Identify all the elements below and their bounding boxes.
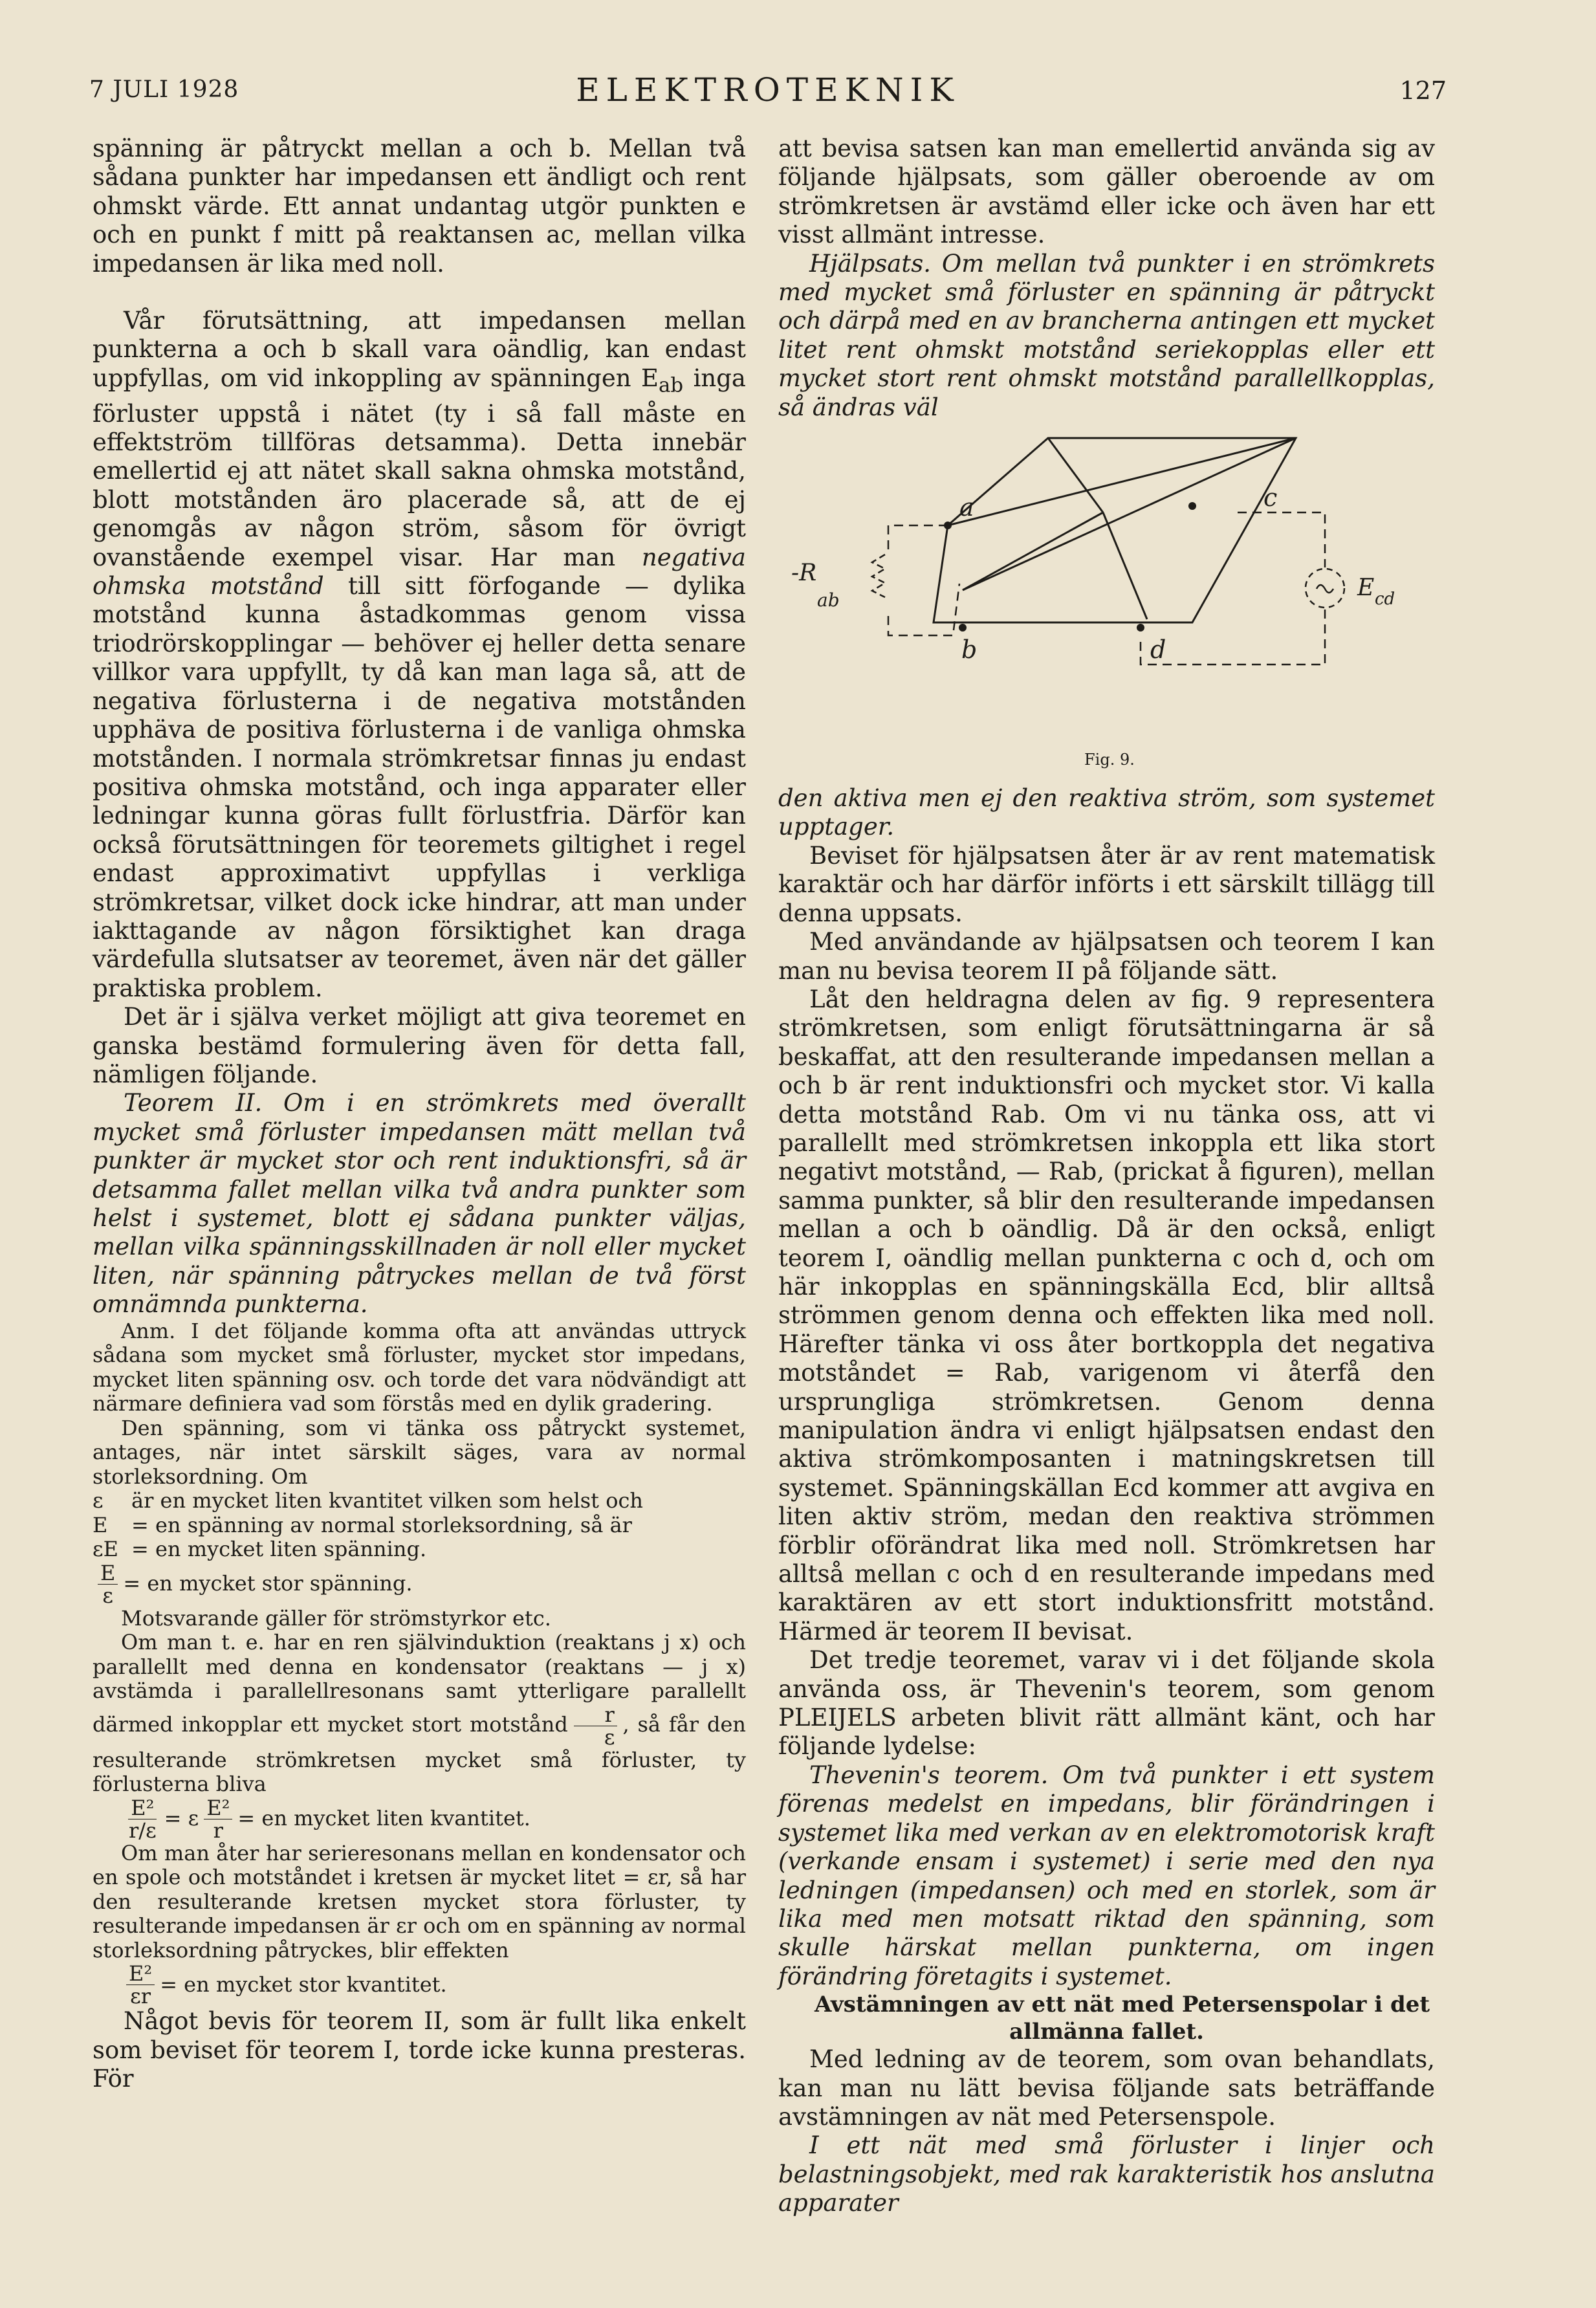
- paragraph: Med ledning av de teorem, som ovan behandlats, kan man nu lätt bevisa följande sats beträffande avstämningen av nät med Petersenspole.: [778, 2045, 1435, 2131]
- node-c: [1188, 502, 1196, 510]
- paragraph: Om man t. e. har en ren självinduktion (reaktans j x) och parallellt med denna en kondensator (reaktans — j x) avstämda i parallellresonans samt ytterligare parallellt därmed inkopplar ett mycket stort motstånd $\frac{r}{\varepsilon}$ , så får den resulterande strömkretsen mycket små förluster, ty förlusterna bliva: [93, 1630, 747, 1797]
- definition-line: E = en spänning av normal storleksordning, så är: [93, 1512, 632, 1537]
- formula: $\frac{\text{E²}}{r/\varepsilon}$ = ε $\frac{\text{E²}}{r}$ = en mycket liten kvantitet.: [93, 1797, 746, 1841]
- fraction: $\frac{r}{\varepsilon}$: [573, 1704, 618, 1748]
- issue-date: 7 JULI 1928: [89, 76, 239, 103]
- paragraph: Något bevis för teorem II, som är fullt lika enkelt som beviset för teorem I, torde icke kunna presteras. För: [93, 2007, 746, 2093]
- paragraph: Den spänning, som vi tänka oss påtryckt systemet, antages, när intet särskilt säges, vara av normal storleksordning. Om: [93, 1415, 746, 1489]
- paragraph: att bevisa satsen kan man emellertid använda sig av följande hjälpsats, som gäller oberoende av om strömkretsen är avstämd eller icke och även har ett visst allmänt intresse.: [778, 135, 1435, 249]
- label-ecd: E: [1357, 575, 1375, 602]
- branch-inner-1: [1048, 438, 1103, 512]
- node-a: [944, 522, 952, 529]
- page-number: 127: [1399, 76, 1447, 105]
- right-column: [778, 135, 1435, 2218]
- paragraph: spänning är påtryckt mellan a och b. Mellan två sådana punkter har impedansen ett ändligt och rent ohmskt värde. Ett annat undantag utgör punkten e och en punkt f mitt på reaktansen ac, mellan vilka impedansen är lika med noll.: [93, 135, 746, 278]
- circuit-figure: [778, 422, 1435, 784]
- paragraph: Låt den heldragna delen av fig. 9 representera strömkretsen, som enligt förutsättningarna är så beskaffat, att den resulterande impedansen mellan a och b är rent induktionsfri och mycket stor. Vi kalla detta motstånd Rab. Om vi nu tänka oss, att vi parallellt med strömkretsen inkoppla ett lika stort negativt motstånd, — Rab, (prickat å figuren), mellan samma punkter, så blir den resulterande impedansen mellan a och b oändlig. Då är den också, enligt teorem I, oändlig mellan punkterna c och d, och om här inkopplas en spänningskälla Ecd, blir alltså strömmen genom denna och effekten lika med noll. Härefter tänka vi oss åter bortkoppla det negativa motståndet = Rab, varigenom vi återfå den ursprungliga strömkretsen. Genom denna manipulation ändra vi enligt hjälpsatsen endast den aktiva strömkomposanten i matningskretsen till systemet. Spänningskällan Ecd kommer att avgiva en liten aktiv ström, medan den reaktiva strömmen förblir oförändrat lika med noll. Strömkretsen har alltså mellan c och d en resulterande impedans med karaktären av ett stort induktionsfritt motstånd. Härmed är teorem II bevisat.: [778, 985, 1435, 1645]
- dashed-wire-a: [888, 525, 948, 551]
- definition-line: ε är en mycket liten kvantitet vilken som helst och: [93, 1488, 643, 1513]
- paragraph: Det tredje teoremet, varav vi i det följande skola använda oss, är Thevenin's teorem, som genom PLEIJELS arbeten blivit rätt allmänt känt, och har följande lydelse:: [778, 1646, 1435, 1761]
- paragraph: Motsvarande gäller för strömstyrkor etc.: [121, 1605, 551, 1631]
- paragraph: Om man åter har serieresonans mellan en kondensator och en spole och motståndet i kretsen är mycket litet = εr, så har den resulterande kretsen mycket stora förluster, ty resulterande impedansen är εr och om en spänning av normal storleksordning påtryckes, blir effekten: [93, 1840, 746, 1962]
- dashed-wire-c: [1238, 512, 1325, 567]
- branch-inner-2: [963, 512, 1103, 590]
- journal-title: ELEKTROTEKNIK: [576, 71, 960, 109]
- theorem-2: Teorem II. Om i en strömkrets med överallt mycket små förluster impedansen mätt mellan två punkter är mycket stor och rent induktionsfri, så är detsamma fallet mellan vilka två andra punkter som helst i systemet, blott ej sådana punkter väljas, mellan vilka spänningsskillnaden är noll eller mycket liten, när spänning påtryckes mellan de två först omnämnda punkterna.: [93, 1089, 746, 1319]
- source-symbol: [1317, 585, 1333, 593]
- fraction: $\frac{\text{E²}}{r/\varepsilon}$: [129, 1795, 157, 1843]
- fraction: $\frac{E}{\varepsilon}$: [98, 1562, 118, 1607]
- paragraph: Det är i själva verket möjligt att giva teoremet en ganska bestämd formulering även för detta fall, nämligen följande.: [93, 1003, 746, 1088]
- node-d: [1137, 624, 1144, 632]
- label-neg-r-sub: ab: [817, 589, 840, 611]
- fraction: $\frac{\text{E²}}{r}$: [204, 1797, 232, 1841]
- remark-text: Anm. I det följande komma ofta att användas uttryck sådana som mycket små förluster, mycket stor impedans, mycket liten spänning osv. och torde det vara nödvändigt att närmare definiera vad som förstås med en dylik gradering.: [93, 1318, 746, 1416]
- negative-resistor: [872, 555, 885, 597]
- paragraph: I ett nät med små förluster i linjer och belastningsobjekt, med rak karakteristik hos anslutna apparater: [778, 2131, 1435, 2217]
- branch-inner-3: [963, 438, 1296, 590]
- paragraph: den aktiva men ej den reaktiva ström, som systemet upptager.: [778, 784, 1435, 841]
- label-neg-r: -R: [791, 560, 817, 587]
- label-d: d: [1150, 635, 1166, 665]
- node-b: [959, 624, 967, 632]
- paragraph: Med användande av hjälpsatsen och teorem I kan man nu bevisa teorem II på följande sätt.: [778, 928, 1435, 985]
- dashed-wire-d: [1141, 610, 1325, 665]
- outer-network: [934, 438, 1296, 622]
- definition-line: εE = en mycket liten spänning.: [93, 1537, 427, 1562]
- left-column: [93, 135, 746, 2093]
- label-c: c: [1263, 483, 1278, 512]
- page-header: [89, 65, 1447, 110]
- formula: $\frac{\text{E²}}{\varepsilon r}$ = en mycket stor kvantitet.: [93, 1962, 746, 2007]
- label-b: b: [961, 635, 978, 665]
- label-a: a: [959, 493, 974, 522]
- dashed-wire-b: [888, 584, 959, 635]
- paragraph: Vår förutsättning, att impedansen mellan punkterna a och b skall vara oändlig, kan endast uppfyllas, om vid inkoppling av spänningen $E_{ab}$ inga förluster uppstå i nätet (ty i så fall måste en effektström tillföras detsamma). Detta innebär emellertid ej att nätet skall sakna ohmska motstånd, blott motstånden äro placerade så, att de ej genomgås av någon ström, såsom för övrigt ovanstående exempel visar. Har man negativa ohmska motstånd till sitt förfogande — dylika motstånd kunna åstadkommas genom vissa triodrörskopplingar — behöver ej heller detta senare villkor vara uppfyllt, ty då kan man laga så, att de negativa förlusterna i de negativa motstånden upphäva de positiva förlusterna i de vanliga ohmska motstånden. I normala strömkretsar finnas ju endast positiva ohmska motstånd, och inga apparater eller ledningar kunna göras fullt förlustfria. Därför kan också förutsättningen för teoremets giltighet i regel endast approximativt uppfyllas i verkliga strömkretsar, vilket dock icke hindrar, att man under iakttagande av någon försiktighet kan draga värdefulla slutsatser av teoremet, även när det gäller praktiska problem.: [93, 307, 746, 1002]
- fraction: $\frac{\text{E²}}{\varepsilon r}$: [126, 1962, 155, 2007]
- branch-inner-4: [1103, 512, 1147, 619]
- figure-caption: Fig. 9.: [1084, 751, 1135, 769]
- paragraph: Beviset för hjälpsatsen åter är av rent matematisk karaktär och har därför införts i ett särskilt tillägg till denna uppsats.: [778, 841, 1435, 927]
- section-heading: Avstämningen av ett nät med Petersenspolar i det allmänna fallet.: [814, 1992, 1430, 2045]
- thevenin-theorem: Thevenin's teorem. Om två punkter i ett system förenas medelst en impedans, blir förändringen i systemet lika med verkan av en elektromotorisk kraft (verkande ensam i systemet) i serie med den nya ledningen (impedansen) och med en storlek, som är lika med men motsatt riktad den spänning, som skulle härskat mellan punkterna, om ingen förändring företagits i systemet.: [778, 1761, 1435, 1990]
- label-ecd-sub: cd: [1375, 589, 1395, 610]
- remark: [93, 1319, 746, 2008]
- definition-line: $\frac{E}{\varepsilon}$ = en mycket stor spänning.: [93, 1562, 746, 1607]
- lemma: Hjälpsats. Om mellan två punkter i en strömkrets med mycket små förluster en spänning är påtryckt och därpå med en av brancherna antingen ett mycket litet rent ohmskt motstånd seriekopplas eller ett mycket stort rent ohmskt motstånd parallellkopplas, så ändras väl: [778, 249, 1435, 421]
- circuit-diagram: [778, 422, 1435, 771]
